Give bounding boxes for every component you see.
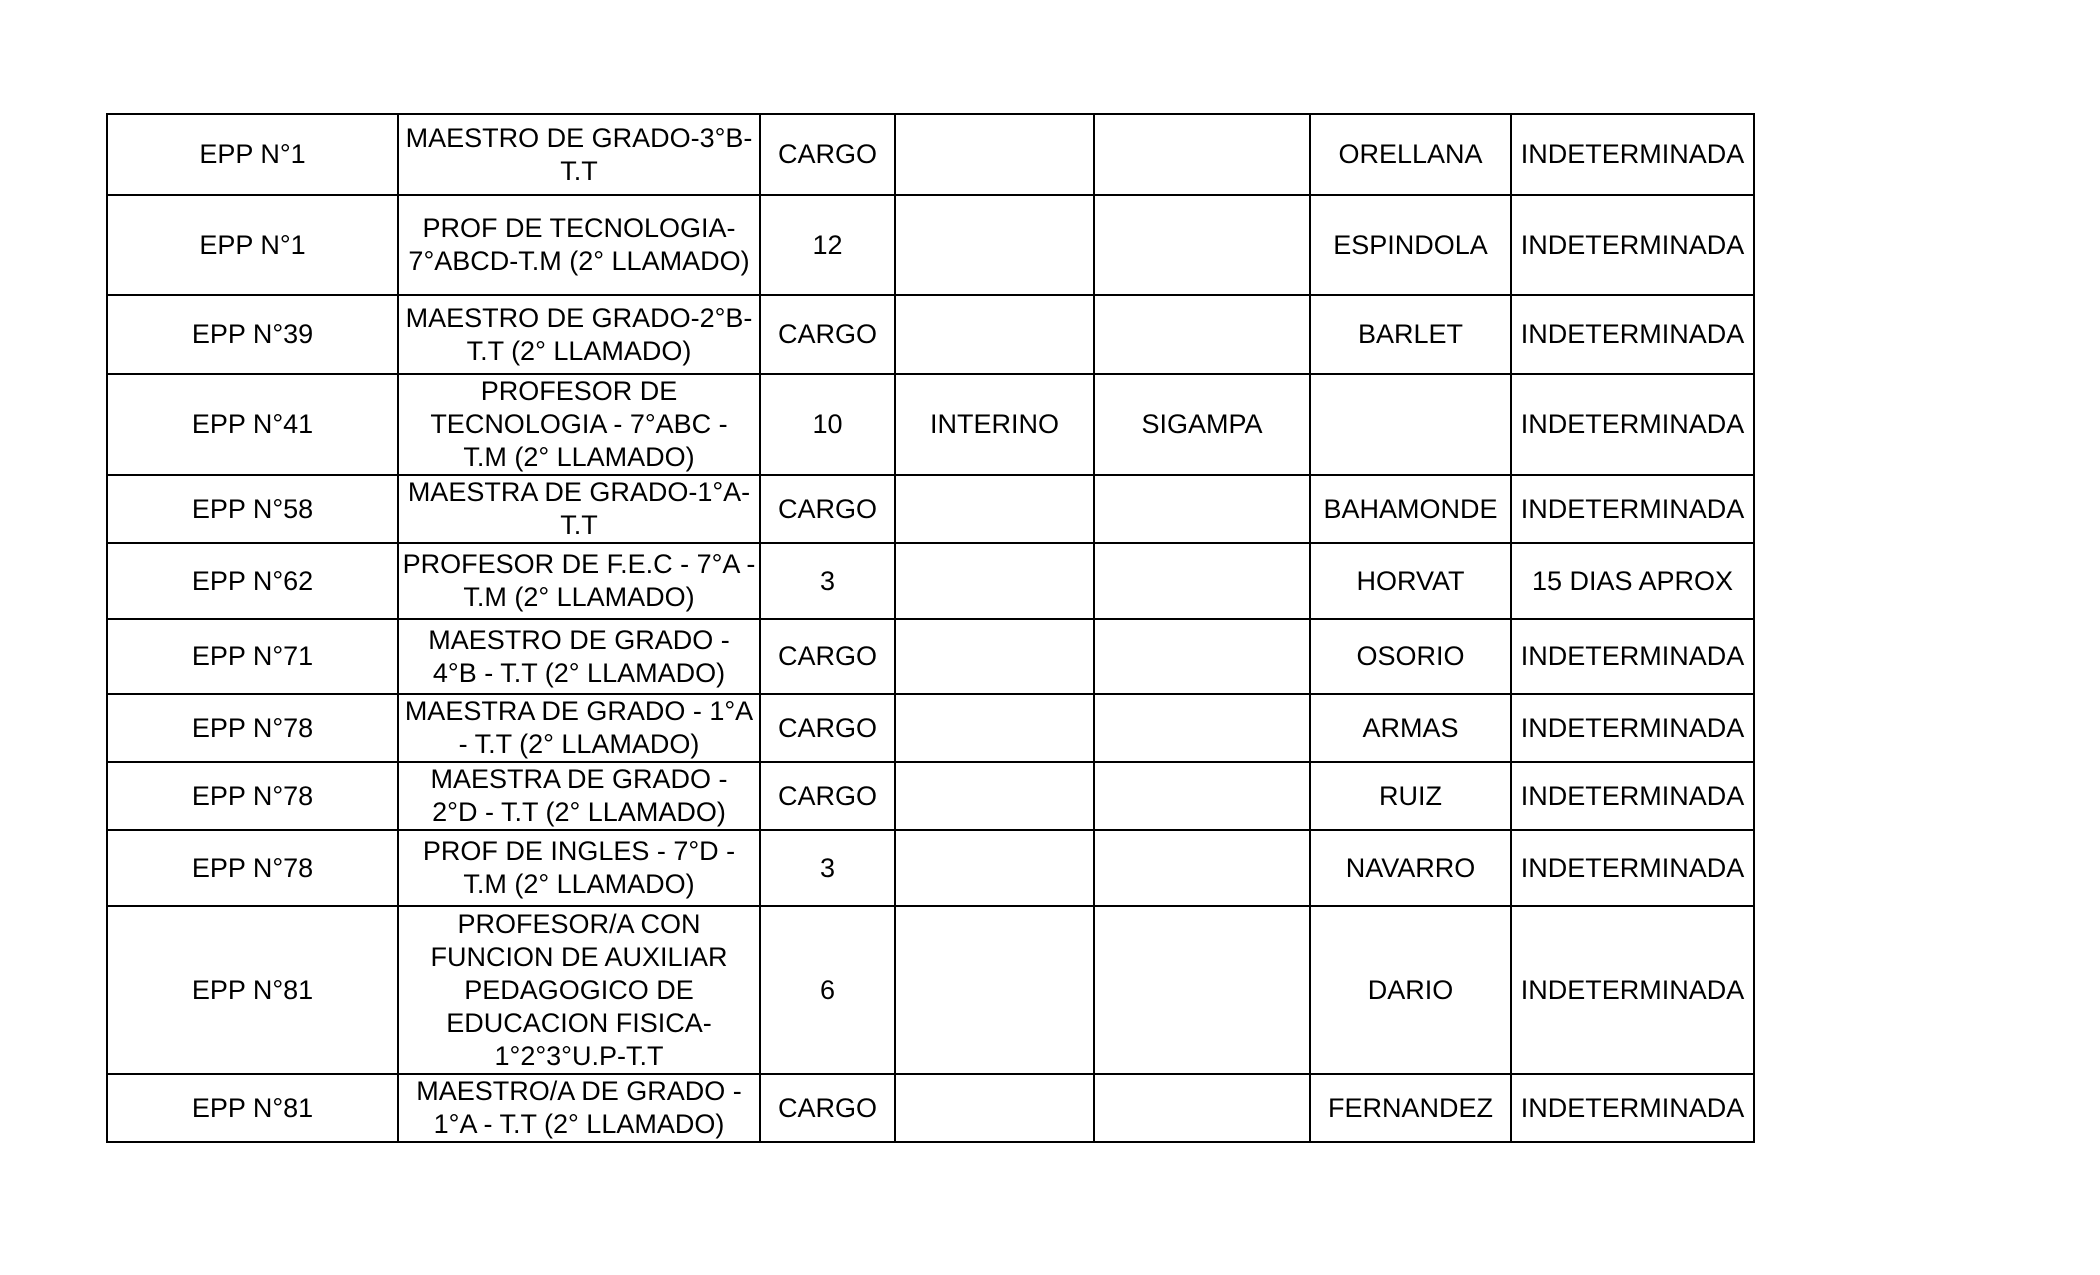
- cell-name: [1094, 1074, 1310, 1142]
- cell-name: [1094, 830, 1310, 906]
- table-row: [107, 543, 1754, 619]
- cell-duration: INDETERMINADA: [1511, 619, 1754, 694]
- cell-school: EPP N°78: [107, 762, 398, 830]
- cell-position: PROF DE TECNOLOGIA- 7°ABCD-T.M (2° LLAMADO): [398, 195, 760, 295]
- cell-surname: ARMAS: [1310, 694, 1511, 762]
- cell-school: EPP N°58: [107, 475, 398, 543]
- cell-status: [895, 694, 1094, 762]
- cell-status: [895, 475, 1094, 543]
- cell-surname: ORELLANA: [1310, 114, 1511, 195]
- cell-name: [1094, 295, 1310, 374]
- table-row: [107, 374, 1754, 475]
- cell-surname: DARIO: [1310, 906, 1511, 1074]
- cell-status: [895, 1074, 1094, 1142]
- cell-position: MAESTRO DE GRADO-2°B- T.T (2° LLAMADO): [398, 295, 760, 374]
- cell-surname: BAHAMONDE: [1310, 475, 1511, 543]
- cell-name: [1094, 475, 1310, 543]
- cell-hours: 12: [760, 195, 895, 295]
- cell-hours: 6: [760, 906, 895, 1074]
- cell-duration: INDETERMINADA: [1511, 374, 1754, 475]
- cell-surname: OSORIO: [1310, 619, 1511, 694]
- cell-name: [1094, 543, 1310, 619]
- table-row: [107, 906, 1754, 1074]
- cell-surname: [1310, 374, 1511, 475]
- cell-duration: INDETERMINADA: [1511, 830, 1754, 906]
- cell-hours: CARGO: [760, 619, 895, 694]
- cell-surname: FERNANDEZ: [1310, 1074, 1511, 1142]
- table-row: [107, 114, 1754, 195]
- cell-position: MAESTRO/A DE GRADO - 1°A - T.T (2° LLAMADO): [398, 1074, 760, 1142]
- cell-school: EPP N°41: [107, 374, 398, 475]
- cell-school: EPP N°71: [107, 619, 398, 694]
- table-row: [107, 195, 1754, 295]
- cell-position: MAESTRA DE GRADO - 1°A - T.T (2° LLAMADO): [398, 694, 760, 762]
- table-row: [107, 475, 1754, 543]
- table-row: [107, 762, 1754, 830]
- table-row: [107, 619, 1754, 694]
- cell-duration: INDETERMINADA: [1511, 906, 1754, 1074]
- cell-status: [895, 830, 1094, 906]
- cell-position: PROFESOR DE F.E.C - 7°A - T.M (2° LLAMADO): [398, 543, 760, 619]
- cell-surname: BARLET: [1310, 295, 1511, 374]
- cell-surname: ESPINDOLA: [1310, 195, 1511, 295]
- table-row: [107, 295, 1754, 374]
- cell-position: MAESTRA DE GRADO-1°A- T.T: [398, 475, 760, 543]
- vacancy-sheet: [106, 113, 1755, 1143]
- table-row: [107, 830, 1754, 906]
- cell-school: EPP N°62: [107, 543, 398, 619]
- cell-status: [895, 619, 1094, 694]
- cell-status: [895, 114, 1094, 195]
- cell-hours: 10: [760, 374, 895, 475]
- vacancy-table: [106, 113, 1755, 1143]
- cell-school: EPP N°78: [107, 830, 398, 906]
- cell-duration: INDETERMINADA: [1511, 195, 1754, 295]
- vacancy-table-body: [107, 114, 1754, 1142]
- cell-status: [895, 906, 1094, 1074]
- cell-hours: CARGO: [760, 694, 895, 762]
- cell-duration: INDETERMINADA: [1511, 295, 1754, 374]
- cell-school: EPP N°1: [107, 114, 398, 195]
- cell-school: EPP N°39: [107, 295, 398, 374]
- cell-status: INTERINO: [895, 374, 1094, 475]
- cell-duration: INDETERMINADA: [1511, 475, 1754, 543]
- cell-position: PROF DE INGLES - 7°D - T.M (2° LLAMADO): [398, 830, 760, 906]
- cell-surname: RUIZ: [1310, 762, 1511, 830]
- cell-name: [1094, 114, 1310, 195]
- cell-hours: 3: [760, 543, 895, 619]
- cell-hours: CARGO: [760, 114, 895, 195]
- cell-duration: INDETERMINADA: [1511, 762, 1754, 830]
- cell-surname: NAVARRO: [1310, 830, 1511, 906]
- cell-status: [895, 762, 1094, 830]
- cell-school: EPP N°81: [107, 906, 398, 1074]
- cell-duration: INDETERMINADA: [1511, 114, 1754, 195]
- cell-status: [895, 543, 1094, 619]
- table-row: [107, 694, 1754, 762]
- cell-name: [1094, 694, 1310, 762]
- cell-duration: INDETERMINADA: [1511, 1074, 1754, 1142]
- cell-position: MAESTRA DE GRADO - 2°D - T.T (2° LLAMADO): [398, 762, 760, 830]
- cell-name: [1094, 906, 1310, 1074]
- cell-surname: HORVAT: [1310, 543, 1511, 619]
- cell-name: [1094, 195, 1310, 295]
- cell-name: [1094, 619, 1310, 694]
- cell-school: EPP N°81: [107, 1074, 398, 1142]
- cell-status: [895, 295, 1094, 374]
- cell-name: SIGAMPA: [1094, 374, 1310, 475]
- cell-position: PROFESOR/A CON FUNCION DE AUXILIAR PEDAGOGICO DE EDUCACION FISICA- 1°2°3°U.P-T.T: [398, 906, 760, 1074]
- cell-name: [1094, 762, 1310, 830]
- cell-hours: 3: [760, 830, 895, 906]
- cell-hours: CARGO: [760, 475, 895, 543]
- cell-hours: CARGO: [760, 295, 895, 374]
- cell-hours: CARGO: [760, 1074, 895, 1142]
- cell-status: [895, 195, 1094, 295]
- cell-duration: INDETERMINADA: [1511, 694, 1754, 762]
- cell-position: PROFESOR DE TECNOLOGIA - 7°ABC - T.M (2° LLAMADO): [398, 374, 760, 475]
- cell-position: MAESTRO DE GRADO - 4°B - T.T (2° LLAMADO): [398, 619, 760, 694]
- cell-position: MAESTRO DE GRADO-3°B- T.T: [398, 114, 760, 195]
- cell-hours: CARGO: [760, 762, 895, 830]
- table-row: [107, 1074, 1754, 1142]
- cell-school: EPP N°1: [107, 195, 398, 295]
- cell-school: EPP N°78: [107, 694, 398, 762]
- cell-duration: 15 DIAS APROX: [1511, 543, 1754, 619]
